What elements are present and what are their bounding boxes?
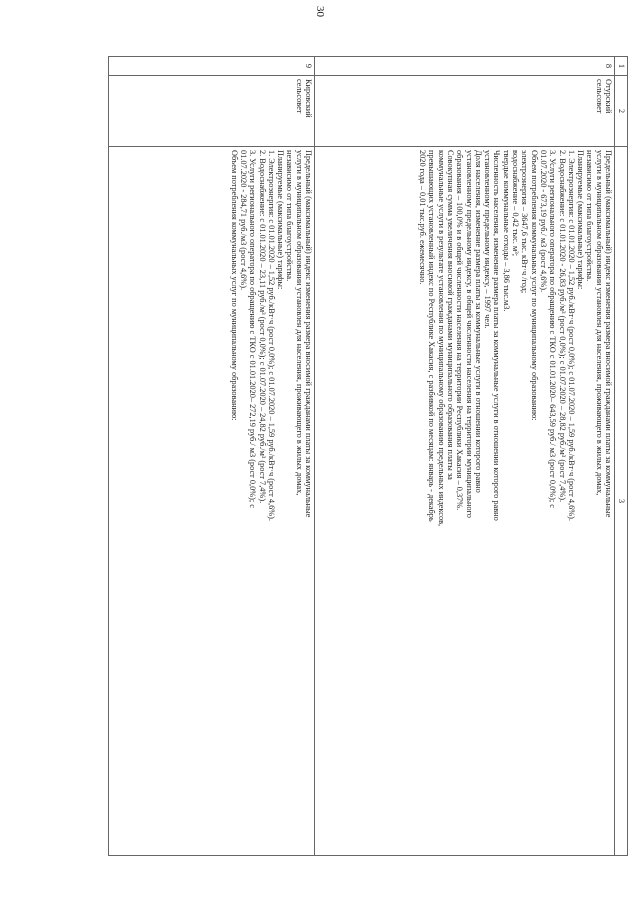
- description-line: 1. Электроэнергия: с 01.01.2020 – 1,52 руб./кВт·ч (рост 0,0%); с 01.07.2020 – 1,59 руб./кВт·ч (рост 4,6%).: [566, 150, 576, 521]
- header-col-2: 2: [615, 76, 628, 147]
- description-line: 2. Водоснабжение: с 01.01.2020 - 26,83 руб./м³ (рост 0,0%); с 01.07.2020 – 28,82 руб./м³ (рост 7,4%).: [557, 150, 567, 503]
- description-line: коммунальные услуги в результате установления по муниципальному образованию предельных индексов,: [436, 150, 446, 527]
- table-header-row: [615, 57, 628, 856]
- description-line: независимо от типа благоустройства.: [585, 150, 595, 282]
- description-line: Планируемые (максимальные) тарифы:: [276, 150, 286, 290]
- row-number: 8: [315, 57, 615, 76]
- header-col-3: 3: [615, 147, 628, 856]
- municipality-name: Кировский сельсовет: [109, 76, 315, 147]
- description-line: Объем потребления коммунальных услуг по муниципальному образованию:: [229, 150, 239, 421]
- description-line: установленному предельному индексу, – 1997 чел.: [483, 150, 493, 329]
- table-row: [315, 57, 615, 856]
- description-line: услуги в муниципальном образовании установлен для населения, проживающего в жилых домах,: [594, 150, 604, 496]
- description-line: Объем потребления коммунальных услуг по муниципальному образованию:: [529, 150, 539, 421]
- municipality-name: Отурский сельсовет: [315, 76, 615, 147]
- description-line: независимо от типа благоустройства.: [285, 150, 295, 282]
- tariff-table: [108, 56, 628, 856]
- rotated-table-container: [108, 56, 628, 856]
- description-line: Предельный (максимальный) индекс изменения размера вносимой гражданами платы за коммунальные: [604, 150, 613, 518]
- description-line: 3. Услуги регионального оператора по обращению с ТКО с 01.01.2020– 643,59 руб./ м3 (рост 0,0%); с: [548, 150, 558, 508]
- description-line: Совокупная сумма увеличения вносимой гражданами муниципального образования платы за: [445, 150, 455, 480]
- description-line: 1. Электроэнергия: с 01.01.2020 – 1,52 руб./кВт·ч (рост 0,0%); с 01.07.2020 – 1,59 руб./кВт·ч (рост 4,6%).: [266, 150, 276, 521]
- description-line: Предельный (максимальный) индекс изменения размера вносимой гражданами платы за коммунальные: [304, 150, 313, 518]
- description-line: установленному предельному индексу, в общей численности населения на территории муниципального: [464, 150, 474, 518]
- description-line: Доля населения, изменение размера платы за коммунальные услуги в отношении которого равно: [473, 150, 483, 493]
- description-line: 2020 года – 0,01 тыс.руб. ежемесячно.: [418, 150, 428, 285]
- header-col-1: 1: [615, 57, 628, 76]
- row-description: [315, 147, 615, 856]
- description-line: 3. Услуги регионального оператора по обращению с ТКО с 01.01.2020– 272,19 руб./ м3 (рост 0,0%); с: [248, 150, 258, 508]
- description-line: превышающих установленный индекс по Республике Хакасия, с разбивкой по месяцам: январь - декабрь: [427, 150, 437, 522]
- description-line: услуги в муниципальном образовании установлен для населения, проживающего в жилых домах,: [294, 150, 304, 496]
- page-number: 30: [314, 6, 326, 17]
- row-description: [109, 147, 315, 856]
- row-number: 9: [109, 57, 315, 76]
- description-line: Планируемые (максимальные) тарифы:: [576, 150, 586, 290]
- description-line: 01.07.2020 - 284,71 руб./м3 (рост 4,6%).: [238, 150, 248, 291]
- description-line: 2. Водоснабжение: с 01.01.2020 – 23,11 руб./м³ (рост 0,0%); с 01.07.2020 – 24,82 руб./м³ (рост 7,4%).: [257, 150, 267, 504]
- description-line: твердые коммунальные отходы – 3,86 тыс.м3.: [501, 150, 511, 312]
- table-row: [109, 57, 315, 856]
- description-line: 01.07.2020 - 673,19 руб./ м3 (рост 4,6%).: [538, 150, 548, 293]
- description-line: электроэнергия – 3647,6 тыс. кВт·ч /год;: [520, 150, 530, 294]
- description-line: Численность населения, изменение размера платы за коммунальные услуги в отношении которого равно: [492, 150, 502, 521]
- description-line: образования – 100,0% и в общей численности населения на территории Республики Хакасия – 0,37%.: [455, 150, 465, 511]
- description-line: водоснабжение – 0,42 тыс. м³;: [511, 150, 521, 256]
